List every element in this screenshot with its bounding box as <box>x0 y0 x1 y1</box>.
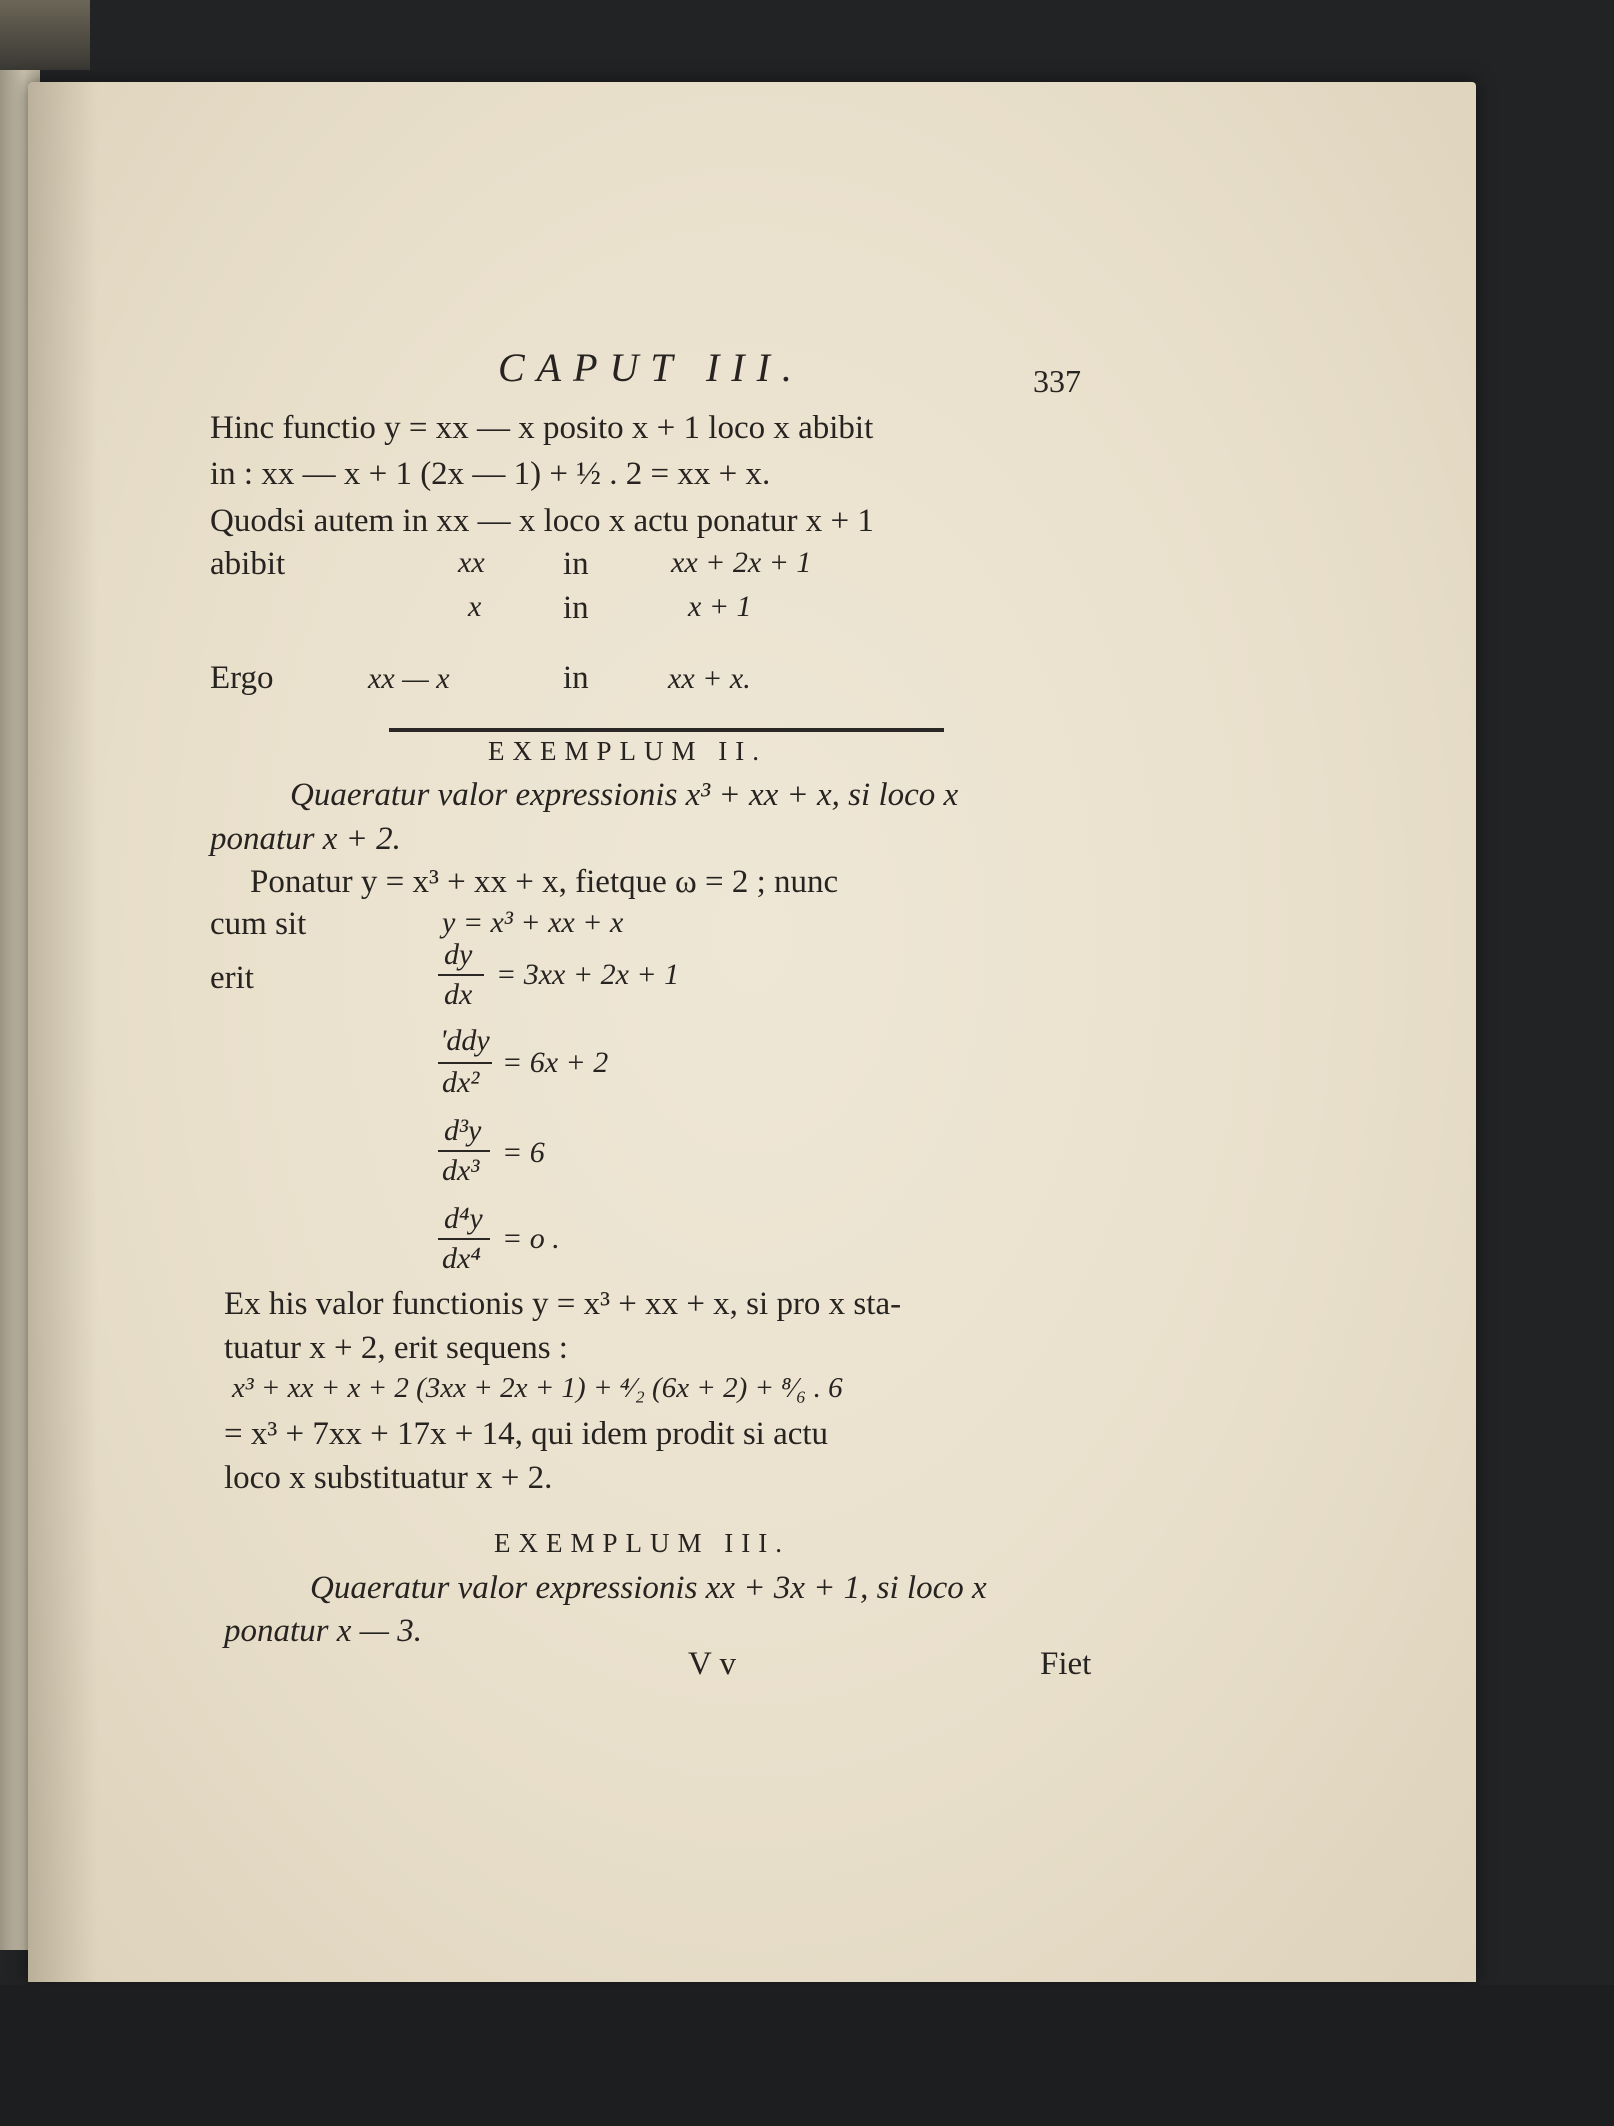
fraction-numerator: 'ddy <box>440 1024 490 1057</box>
text-line: Ex his valor functionis y = x³ + xx + x, si pro x sta- <box>224 1286 902 1322</box>
fraction-numerator: d³y <box>444 1114 482 1147</box>
derivative-4-value: = o . <box>502 1222 560 1255</box>
derivative-1-value: = 3xx + 2x + 1 <box>496 958 680 991</box>
fraction-numerator: dy <box>444 938 473 971</box>
example-question-cont: ponatur x + 2. <box>210 821 401 857</box>
math-expansion: x³ + xx + x + 2 (3xx + 2x + 1) + ⁴⁄₂ (6x + 2) + ⁸⁄₆ . 6 <box>232 1372 843 1404</box>
fraction-denominator: dx² <box>442 1066 480 1099</box>
math-xx: xx <box>458 546 485 579</box>
text-line-3: Quodsi autem in xx — x loco x actu ponatur x + 1 <box>210 503 874 539</box>
math-function: y = x³ + xx + x <box>442 906 624 939</box>
example-question-cont: ponatur x — 3. <box>224 1613 422 1649</box>
fraction-bar <box>438 974 484 976</box>
derivative-3-value: = 6 <box>502 1136 545 1169</box>
text-line: = x³ + 7xx + 17x + 14, qui idem prodit si actu <box>224 1416 829 1452</box>
book-page <box>28 82 1476 1982</box>
fraction-numerator: d⁴y <box>444 1202 483 1235</box>
example-question: Quaeratur valor expressionis xx + 3x + 1, si loco x <box>310 1570 987 1606</box>
text-ergo: Ergo <box>210 660 274 696</box>
text-line: tuatur x + 2, erit sequens : <box>224 1330 568 1366</box>
scan-background <box>0 1985 1614 2126</box>
section-heading: EXEMPLUM III. <box>494 1528 790 1558</box>
text-line-1: Hinc functio y = xx — x posito x + 1 loco x abibit <box>210 410 874 446</box>
text-in: in <box>563 546 589 582</box>
text-in: in <box>563 590 589 626</box>
text-line: loco x substituatur x + 2. <box>224 1460 553 1496</box>
fraction-bar <box>438 1062 492 1064</box>
fraction-denominator: dx⁴ <box>442 1242 481 1275</box>
fraction-bar <box>438 1150 490 1152</box>
math-result-rhs: xx + x. <box>668 662 751 695</box>
math-result-lhs: xx — x <box>368 662 450 695</box>
fraction-denominator: dx <box>444 978 473 1011</box>
math-expansion-1: xx + 2x + 1 <box>671 546 812 579</box>
derivative-2-value: = 6x + 2 <box>502 1046 609 1079</box>
math-x: x <box>468 590 482 623</box>
book-spine <box>0 0 90 70</box>
catchword: Fiet <box>1040 1646 1092 1682</box>
text-line: Ponatur y = x³ + xx + x, fietque ω = 2 ; nunc <box>250 864 839 900</box>
example-question: Quaeratur valor expressionis x³ + xx + x, si loco x <box>290 777 959 813</box>
fraction-bar <box>438 1238 490 1240</box>
text-cum-sit: cum sit <box>210 906 307 942</box>
sum-rule <box>389 728 944 732</box>
text-erit: erit <box>210 960 254 996</box>
running-title: CAPUT III. <box>498 345 804 390</box>
page-number: 337 <box>1033 363 1081 399</box>
fraction-denominator: dx³ <box>442 1154 480 1187</box>
text-abibit: abibit <box>210 546 286 582</box>
text-line-2: in : xx — x + 1 (2x — 1) + ½ . 2 = xx + x. <box>210 456 771 492</box>
signature-mark: V v <box>688 1646 736 1682</box>
section-heading: EXEMPLUM II. <box>488 736 767 766</box>
math-expansion-2: x + 1 <box>688 590 752 623</box>
text-in: in <box>563 660 589 696</box>
